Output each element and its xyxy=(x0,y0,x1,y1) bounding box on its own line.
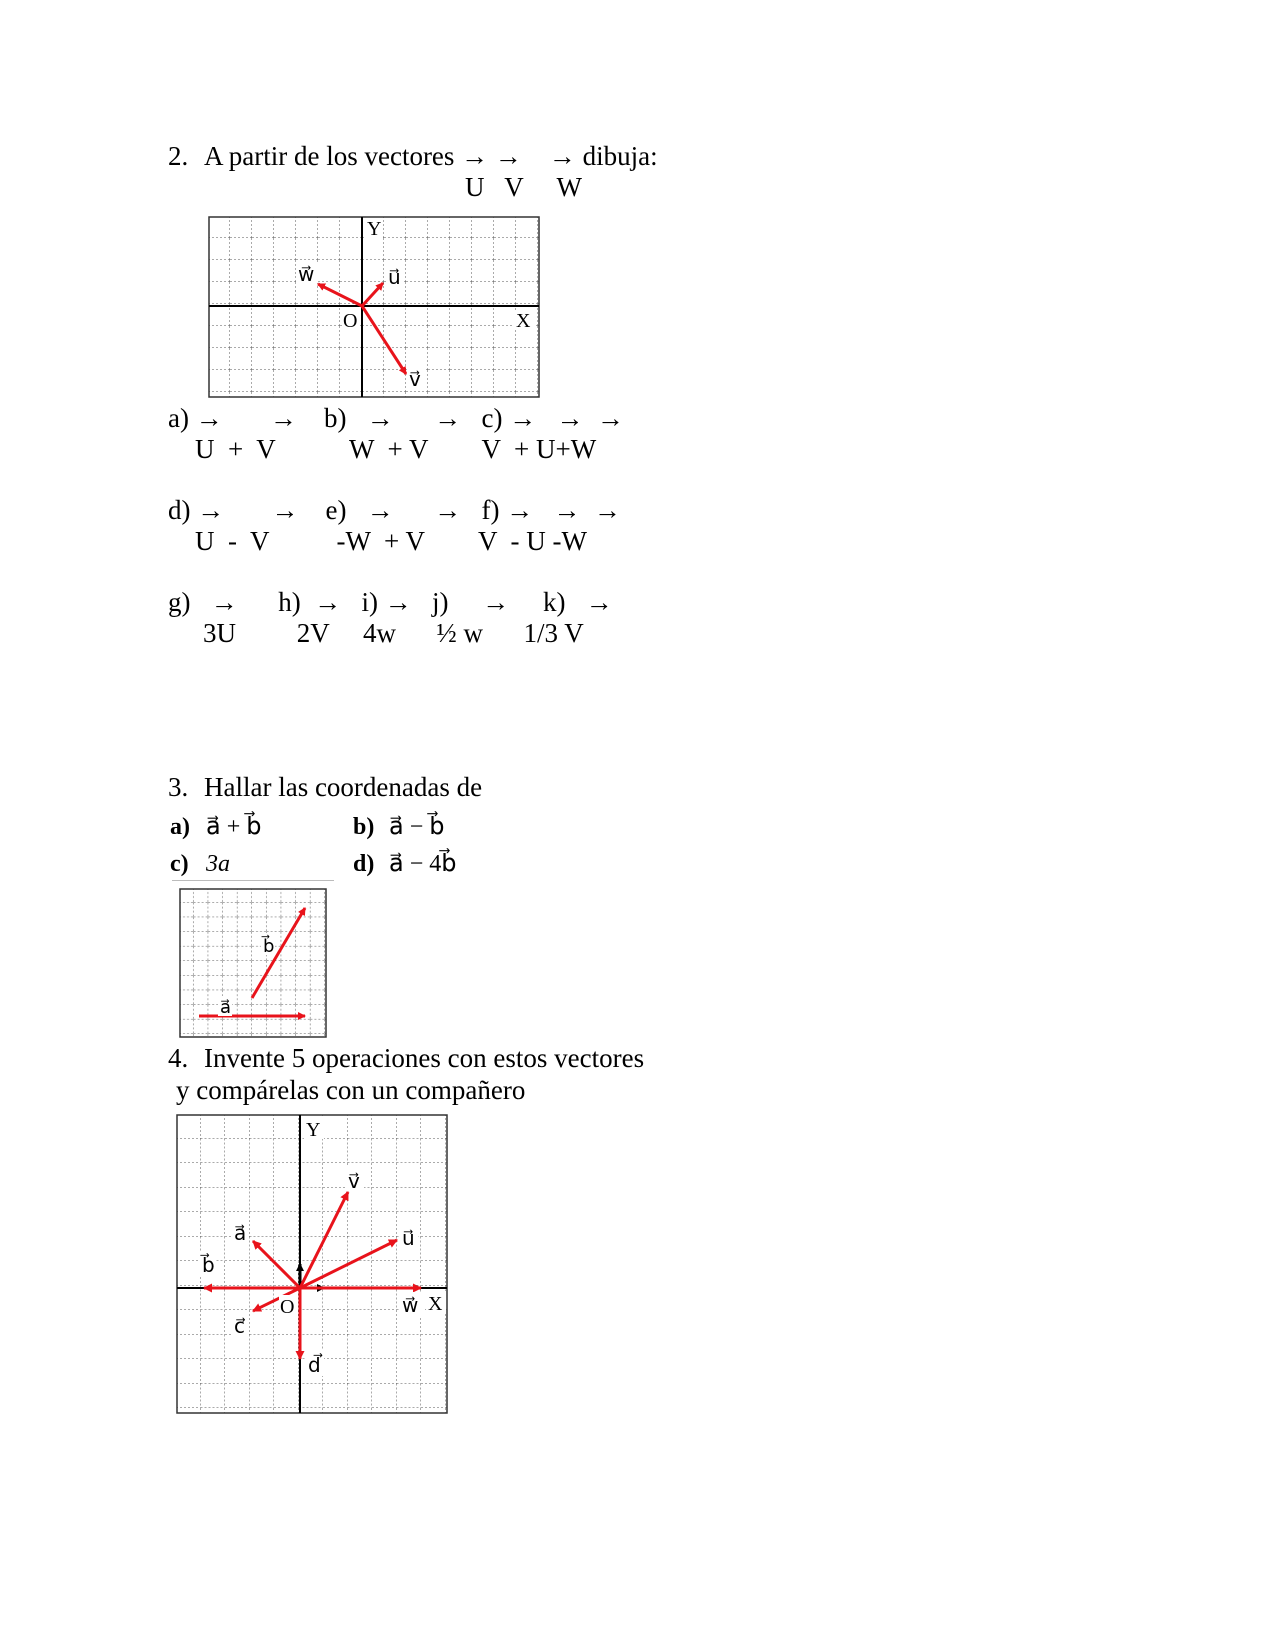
q2-row3-terms: 3U 2V 4w ½ w 1/3 V xyxy=(203,618,584,648)
w-label: w⃗ xyxy=(402,1295,419,1317)
q2-vector-graph xyxy=(208,216,540,398)
q4-number: 4. xyxy=(168,1043,189,1073)
q3-item-b-letter: b) xyxy=(353,814,375,840)
q3-item-d-expr: a⃗ − 4b⃗ xyxy=(389,851,457,877)
origin-label: O xyxy=(280,1296,295,1318)
w-label: w⃗ xyxy=(298,264,315,286)
y-axis-label: Y xyxy=(306,1119,321,1141)
b-label: b⃗ xyxy=(263,936,275,956)
q2-vector-names: U V W xyxy=(465,172,583,202)
q3-vector-graph xyxy=(179,888,327,1038)
c-label: c⃗ xyxy=(234,1316,245,1338)
q3-divider xyxy=(172,880,334,881)
q3-item-a-letter: a) xyxy=(170,814,190,840)
b-label: b⃗ xyxy=(202,1255,215,1277)
q2-row1-terms: U + V W + V V + U+W xyxy=(195,434,597,464)
q3-title: Hallar las coordenadas de xyxy=(204,772,483,802)
y-axis-label: Y xyxy=(367,218,382,240)
v-label: v⃗ xyxy=(409,369,421,391)
q3-item-d-letter: d) xyxy=(353,851,375,877)
v-label: v⃗ xyxy=(348,1171,360,1193)
a-label: a⃗ xyxy=(220,997,232,1017)
q4-line2: y compárelas con un compañero xyxy=(176,1075,526,1105)
q2-row3-arrows: g) → h) → i) → j) → k) → xyxy=(168,587,613,617)
q4-vector-graph xyxy=(176,1114,448,1414)
q3-item-c-expr: 3a⃗ xyxy=(206,851,249,877)
q3-item-c-letter: c) xyxy=(170,851,189,877)
q2-number: 2. xyxy=(168,141,189,171)
q3-item-a-expr: a⃗ + b⃗ xyxy=(206,814,262,840)
q4-line1: Invente 5 operaciones con estos vectores xyxy=(204,1043,645,1073)
q3-item-b-expr: a⃗ − b⃗ xyxy=(389,814,445,840)
q3-number: 3. xyxy=(168,772,189,802)
d-label: d⃗ xyxy=(308,1355,321,1377)
x-axis-label: X xyxy=(428,1293,443,1315)
a-label: a⃗ xyxy=(234,1223,247,1245)
u-label: u⃗ xyxy=(388,267,401,289)
origin-label: O xyxy=(343,310,358,332)
q2-row2-terms: U - V -W + V V - U -W xyxy=(195,526,587,556)
q2-row1-arrows: a) → → b) → → c) → → → xyxy=(168,403,624,433)
q2-row2-arrows: d) → → e) → → f) → → → xyxy=(168,495,621,525)
q2-title: A partir de los vectores → → → dibuja: xyxy=(204,141,658,171)
u-label: u⃗ xyxy=(402,1228,415,1250)
x-axis-label: X xyxy=(516,310,531,332)
